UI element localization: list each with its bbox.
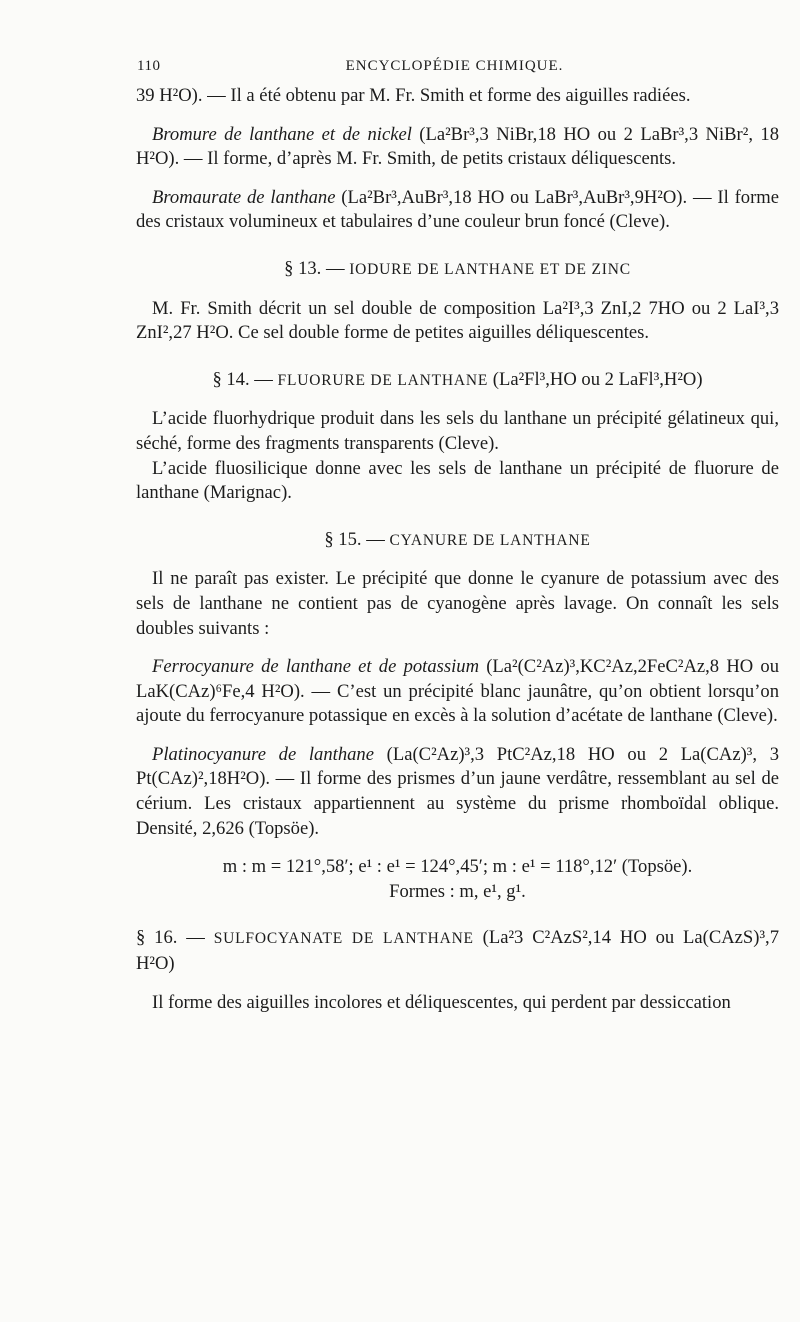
paragraph (136, 655, 779, 729)
section-formula: (La²3 C²AzS²,14 HO ou La(CAzS)³,7 H²O) (136, 927, 779, 975)
section-title: SULFOCYANATE DE LANTHANE (213, 930, 474, 948)
paragraph-text: (La²(C²Az)³,KC²Az,2FeC²Az,8 HO ou LaK(CAz)⁶Fe,4 H²O). — C’est un précipité blanc jaunâtre, qu’on obtient lorsqu’on ajoute du ferrocyanure potassique en excès à la solution d’acétate de lanthane (Cleve). (136, 656, 779, 727)
section-number: § 16. — (136, 927, 205, 949)
paragraph: L’acide fluosilicique donne avec les sels de lanthane un précipité de fluorure de lanthane (Marignac). (136, 457, 779, 504)
crystal-forms: Formes : m, e¹, g¹. (389, 880, 526, 902)
paragraph-text: (La²Br³,AuBr³,18 HO ou LaBr³,AuBr³,9H²O). — Il forme des cristaux volumineux et tabulaires d’une couleur brun foncé (Cleve). (136, 186, 779, 233)
paragraph: L’acide fluorhydrique produit dans les sels du lanthane un précipité gélatineux qui, séché, forme des fragments transparents (Cleve). (136, 408, 779, 454)
compound-name: Bromaurate de lanthane (152, 186, 336, 208)
compound-name: Bromure de lanthane et de nickel (152, 123, 412, 145)
paragraph-text: (La²Br³,3 NiBr,18 HO ou 2 LaBr³,3 NiBr², 18 H²O). — Il forme, d’après M. Fr. Smith, de petits cristaux déliquescents. (136, 123, 779, 170)
compound-name: Ferrocyanure de lanthane et de potassium (152, 656, 480, 678)
section-number: § 14. — (212, 368, 273, 390)
section-heading (136, 257, 779, 283)
paragraph-text: (La(C²Az)³,3 PtC²Az,18 HO ou 2 La(CAz)³, 3 Pt(CAz)²,18H²O). — Il forme des prismes d’un jaune verdâtre, ressemblant au sel de cérium. Les cristaux appartiennent au système du prisme rhomboïdal oblique. Densité, 2,626 (Topsöe). (136, 743, 779, 839)
running-header (137, 58, 772, 82)
section-heading (136, 368, 779, 394)
crystal-angles: m : m = 121°,58′; e¹ : e¹ = 124°,45′; m : e¹ = 118°,12′ (Topsöe). (222, 856, 693, 878)
compound-name: Platinocyanure de lanthane (152, 743, 374, 765)
section-heading (136, 528, 779, 554)
section-number: § 15. — (324, 528, 385, 550)
section-title: FLUORURE DE LANTHANE (277, 371, 489, 389)
page-number: 110 (137, 58, 161, 74)
section-number: § 13. — (284, 257, 345, 279)
running-title: ENCYCLOPÉDIE CHIMIQUE. (345, 58, 564, 74)
section-heading (136, 926, 779, 976)
paragraph (136, 186, 779, 235)
section-title: IODURE DE LANTHANE ET DE ZINC (349, 260, 631, 278)
paragraph: 39 H²O). — Il a été obtenu par M. Fr. Smith et forme des aiguilles radiées. (136, 85, 691, 106)
paragraph: Il ne paraît pas exister. Le précipité que donne le cyanure de potassium avec des sels de lanthane ne contient pas de cyanogène après lavage. On connaît les sels doubles suivants : (136, 568, 779, 639)
paragraph: Il forme des aiguilles incolores et déliquescentes, qui perdent par dessiccation (152, 991, 731, 1013)
paragraph: M. Fr. Smith décrit un sel double de composition La²I³,3 ZnI,2 7HO ou 2 LaI³,3 ZnI²,27 H²O. Ce sel double forme de petites aiguilles déliquescentes. (136, 297, 779, 344)
page-body (136, 84, 779, 1015)
section-formula: (La²Fl³,HO ou 2 LaFl³,H²O) (488, 368, 703, 390)
paragraph (136, 743, 779, 841)
section-title: CYANURE DE LANTHANE (389, 531, 591, 549)
paragraph (136, 123, 779, 172)
